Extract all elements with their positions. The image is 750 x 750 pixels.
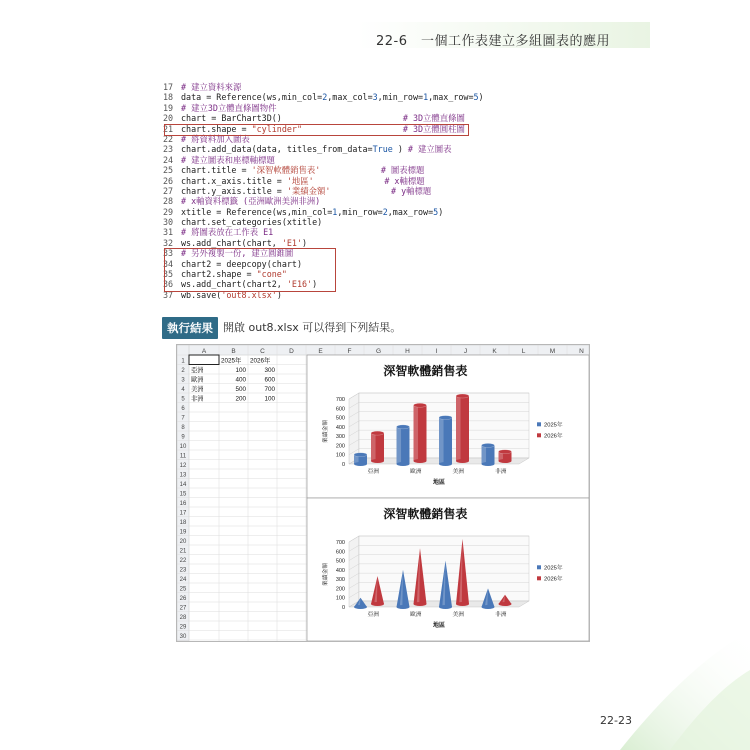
- line-number: 36: [163, 279, 174, 290]
- bar-top: [499, 450, 512, 454]
- column-header: N: [579, 348, 584, 355]
- row-header: 17: [179, 510, 187, 517]
- code-token: chart.title =: [181, 165, 252, 176]
- line-number: 31: [163, 227, 174, 238]
- code-token: # 3D立體圓柱圖: [402, 123, 465, 134]
- code-token: ): [312, 279, 318, 290]
- cell-value: 700: [264, 386, 275, 393]
- cone-base: [397, 605, 410, 609]
- legend-swatch: [537, 576, 541, 580]
- result-text: 開啟 out8.xlsx 可以得到下列結果。: [223, 321, 402, 334]
- code-token: 1: [423, 92, 429, 103]
- cell-value: 2026年: [250, 357, 271, 365]
- legend-label: 2025年: [544, 565, 563, 572]
- row-header: 27: [179, 605, 187, 612]
- row-header: 11: [179, 453, 187, 460]
- bar-bottom: [397, 462, 410, 466]
- y-tick-label: 500: [335, 558, 345, 565]
- code-token: 5: [473, 92, 479, 103]
- y-tick-label: 200: [335, 586, 345, 593]
- cone-base: [354, 605, 367, 609]
- line-number: 27: [163, 185, 174, 196]
- legend-label: 2026年: [544, 576, 563, 583]
- row-header: 26: [179, 596, 187, 602]
- code-token: "cone": [256, 269, 287, 280]
- row-header: 21: [179, 548, 187, 555]
- y-tick-label: 600: [335, 406, 345, 413]
- code-line: [163, 238, 484, 248]
- cone-base: [439, 605, 452, 609]
- code-line: [163, 103, 484, 113]
- chart-side-wall: [349, 536, 359, 607]
- code-token: chart.shape =: [181, 123, 252, 134]
- line-number: 23: [163, 144, 174, 155]
- bar-bottom: [414, 459, 427, 463]
- cell-value: 400: [235, 376, 246, 384]
- code-token: wb.save(: [181, 289, 222, 300]
- code-token: True: [372, 144, 393, 155]
- code-token: '深智軟體銷售表': [251, 165, 321, 176]
- line-number: 25: [163, 165, 174, 176]
- y-tick-label: 400: [335, 424, 345, 431]
- column-header: D: [289, 348, 294, 355]
- line-number: 26: [163, 175, 174, 186]
- code-token: ): [478, 92, 484, 103]
- column-header: K: [492, 348, 497, 355]
- code-token: ,max_col=: [327, 92, 373, 103]
- cell-value: 非洲: [191, 395, 204, 403]
- row-header: 3: [181, 377, 185, 384]
- code-token: chart2 = deepcopy(chart): [181, 258, 303, 269]
- column-header: M: [549, 348, 556, 355]
- column-header: L: [521, 348, 526, 355]
- line-number: 37: [163, 289, 174, 300]
- line-number: 18: [163, 92, 174, 103]
- column-header: A: [201, 348, 207, 355]
- y-tick-label: 300: [335, 577, 345, 584]
- cell-value: 100: [264, 395, 275, 403]
- code-token: [314, 176, 385, 186]
- row-header: 29: [179, 624, 187, 631]
- code-token: # 建立3D立體直條圖物件: [181, 102, 277, 113]
- y-tick-label: 100: [335, 452, 345, 459]
- y-axis-title: 業績金額: [323, 562, 329, 587]
- chart-title: 深智軟體銷售表: [383, 507, 468, 521]
- y-tick-label: 600: [335, 549, 345, 556]
- spreadsheet-canvas: [177, 345, 589, 641]
- code-token: "cylinder": [251, 123, 303, 134]
- line-number: 19: [163, 102, 174, 113]
- row-header: 23: [179, 567, 187, 574]
- legend-label: 2026年: [544, 433, 563, 440]
- bar-top: [371, 431, 384, 435]
- bar-highlight: [371, 433, 376, 461]
- bar-top: [482, 443, 495, 447]
- code-token: # 將圖表放在工作表 E1: [181, 227, 274, 238]
- row-header: 14: [179, 482, 187, 488]
- y-axis-title: 業績金額: [323, 419, 329, 444]
- code-line: [163, 82, 484, 92]
- y-tick-label: 300: [335, 434, 345, 441]
- line-number: 20: [163, 113, 174, 124]
- x-tick-label: 美洲: [452, 612, 465, 618]
- code-token: ,max_row=: [428, 92, 474, 103]
- row-header: 30: [179, 634, 187, 640]
- code-token: chart.add_data(data, titles_from_data=: [181, 144, 373, 155]
- code-token: [320, 165, 381, 175]
- code-token: # 將資料加入圖表: [181, 133, 250, 144]
- legend-swatch: [537, 433, 541, 437]
- column-header: E: [318, 348, 323, 355]
- y-tick-label: 700: [335, 397, 345, 403]
- y-tick-label: 700: [335, 540, 345, 546]
- code-token: 3: [372, 92, 378, 103]
- code-token: ,min_row=: [337, 206, 383, 217]
- x-tick-label: 美洲: [452, 469, 465, 475]
- row-header: 8: [181, 425, 185, 431]
- cell-value: 美洲: [191, 386, 204, 393]
- code-token: # 建立圖表: [407, 144, 452, 155]
- code-line: [163, 227, 484, 237]
- code-token: # 3D立體直條圖: [402, 113, 465, 124]
- code-token: '業績金額': [286, 185, 331, 196]
- row-header: 20: [179, 539, 187, 545]
- line-number: 30: [163, 217, 174, 228]
- cone-base: [414, 602, 427, 606]
- row-header: 16: [179, 501, 187, 507]
- line-number: 35: [163, 269, 174, 280]
- code-token: chart.x_axis.title =: [181, 175, 287, 186]
- line-number: 33: [163, 248, 174, 259]
- code-token: data = Reference(ws,min_col=: [181, 92, 323, 103]
- code-line: [163, 155, 484, 165]
- page-header-title: 22-6 一個工作表建立多組圖表的應用: [375, 34, 610, 49]
- row-header: 22: [179, 558, 187, 564]
- row-header: 28: [179, 615, 187, 621]
- cell-value: 100: [235, 367, 246, 374]
- page-number: 22-23: [600, 714, 632, 727]
- bar-bottom: [499, 459, 512, 463]
- row-header: 25: [179, 586, 187, 593]
- row-header: 5: [181, 396, 185, 403]
- line-number: 22: [163, 133, 174, 144]
- x-tick-label: 亞洲: [367, 612, 380, 618]
- code-token: ,min_row=: [377, 92, 424, 103]
- legend-swatch: [537, 565, 541, 569]
- row-header: 10: [179, 444, 187, 450]
- code-token: ): [438, 206, 444, 217]
- bar-bottom: [439, 462, 452, 466]
- cell-value: 500: [235, 386, 246, 393]
- x-axis-title: 地區: [432, 622, 446, 629]
- code-token: 2: [322, 92, 328, 103]
- x-tick-label: 歐洲: [409, 469, 422, 475]
- legend-swatch: [537, 422, 541, 426]
- cell-value: 亞洲: [191, 367, 204, 374]
- result-label: 執行結果: [162, 317, 218, 339]
- row-header: 13: [179, 472, 187, 479]
- line-number: 29: [163, 206, 174, 217]
- row-header: 1: [181, 358, 185, 365]
- row-header: 6: [181, 406, 185, 412]
- bar-highlight: [414, 405, 419, 461]
- code-token: ws.add_chart(chart2,: [181, 279, 287, 290]
- column-header: J: [463, 348, 468, 355]
- x-tick-label: 非洲: [494, 469, 507, 475]
- y-tick-label: 400: [335, 567, 345, 574]
- code-token: 5: [433, 206, 439, 217]
- code-token: '地區': [286, 175, 314, 186]
- bar-top: [354, 453, 367, 457]
- x-tick-label: 亞洲: [367, 469, 380, 475]
- cone-base: [371, 602, 384, 606]
- bar-bottom: [482, 462, 495, 466]
- code-token: # 建立資料來源: [181, 82, 242, 92]
- code-token: # x軸資料標籤 (亞洲歐洲美洲非洲): [181, 196, 321, 207]
- line-number: 34: [163, 258, 174, 269]
- line-number: 28: [163, 196, 174, 207]
- row-header: 24: [179, 577, 187, 583]
- bar-top: [397, 425, 410, 429]
- code-token: ,max_row=: [387, 206, 434, 217]
- x-tick-label: 非洲: [494, 612, 507, 618]
- row-header: 4: [181, 387, 185, 393]
- bar-bottom: [371, 459, 384, 463]
- code-token: [330, 186, 391, 196]
- bar-top: [456, 394, 469, 398]
- column-header: I: [435, 348, 438, 355]
- cell-value: 歐洲: [191, 376, 204, 384]
- code-line: [163, 165, 484, 175]
- code-line: [163, 196, 484, 206]
- code-token: ): [302, 237, 308, 248]
- column-header: C: [260, 348, 265, 355]
- column-header: F: [347, 348, 352, 355]
- bar-highlight: [439, 418, 444, 464]
- code-line: [163, 207, 484, 217]
- code-token: # 另外複製一份, 建立圓錐圖: [181, 248, 294, 259]
- code-token: # x軸標題: [384, 175, 425, 186]
- code-token: chart.set_categories(xtitle): [181, 217, 323, 228]
- column-header-bar: [177, 345, 589, 355]
- code-token: 'out8.xlsx': [221, 289, 277, 300]
- line-number: 24: [163, 154, 174, 165]
- row-header: 12: [179, 463, 187, 469]
- code-token: ): [392, 144, 408, 155]
- cell-value: 300: [264, 367, 275, 374]
- cone-base: [482, 605, 495, 609]
- bar-top: [439, 416, 452, 420]
- code-token: # y軸標題: [391, 185, 432, 196]
- code-line: [163, 217, 484, 227]
- y-tick-label: 0: [341, 462, 345, 468]
- chart-title: 深智軟體銷售表: [383, 364, 468, 378]
- y-tick-label: 0: [341, 605, 345, 611]
- code-token: # 建立圖表和座標軸標題: [181, 154, 275, 165]
- bar-bottom: [456, 459, 469, 463]
- y-tick-label: 100: [335, 595, 345, 602]
- code-token: ws.add_chart(chart,: [181, 237, 282, 248]
- row-header: 18: [179, 520, 187, 526]
- column-header: B: [231, 348, 236, 355]
- column-header: G: [375, 348, 382, 355]
- code-token: xtitle = Reference(ws,min_col=: [181, 206, 333, 217]
- cone-base: [499, 602, 512, 606]
- selected-cell: [189, 355, 219, 365]
- cell-value: 200: [235, 395, 246, 403]
- line-number: 32: [163, 237, 174, 248]
- code-line: [163, 176, 484, 186]
- code-token: 2: [382, 206, 388, 217]
- code-token: # 圖表標題: [380, 165, 425, 176]
- cone-base: [456, 602, 469, 606]
- highlight-box-lines-33-36: [164, 248, 336, 292]
- bar-top: [414, 403, 427, 407]
- y-tick-label: 500: [335, 415, 345, 422]
- code-token: chart.y_axis.title =: [181, 185, 287, 196]
- cell-value: 600: [264, 376, 275, 384]
- bar-highlight: [397, 427, 402, 464]
- row-header: 9: [181, 434, 185, 441]
- code-token: chart2.shape =: [181, 269, 257, 280]
- row-header: 19: [179, 529, 187, 536]
- code-line: [163, 186, 484, 196]
- bar-highlight: [456, 396, 461, 461]
- code-token: 'E16': [286, 279, 313, 290]
- code-token: chart = BarChart3D(): [181, 113, 403, 124]
- row-header: 2: [181, 368, 185, 374]
- code-token: 1: [332, 206, 338, 217]
- y-tick-label: 200: [335, 443, 345, 450]
- code-line: [163, 144, 484, 154]
- legend-label: 2025年: [544, 422, 563, 429]
- column-header: H: [405, 348, 410, 355]
- bar-bottom: [354, 462, 367, 466]
- x-tick-label: 歐洲: [409, 612, 422, 618]
- line-number: 21: [163, 123, 174, 134]
- cell-value: 2025年: [221, 357, 242, 365]
- x-axis-title: 地區: [432, 479, 446, 486]
- code-token: 'E1': [281, 237, 303, 248]
- line-number: 17: [163, 82, 174, 92]
- code-token: ): [276, 289, 282, 300]
- spreadsheet-screenshot: [176, 344, 590, 642]
- code-line: [163, 92, 484, 102]
- bar-highlight: [482, 445, 487, 464]
- row-header: 7: [181, 415, 185, 422]
- row-header: 15: [179, 491, 187, 498]
- code-line: [163, 113, 484, 123]
- highlight-box-line-21: [164, 124, 469, 136]
